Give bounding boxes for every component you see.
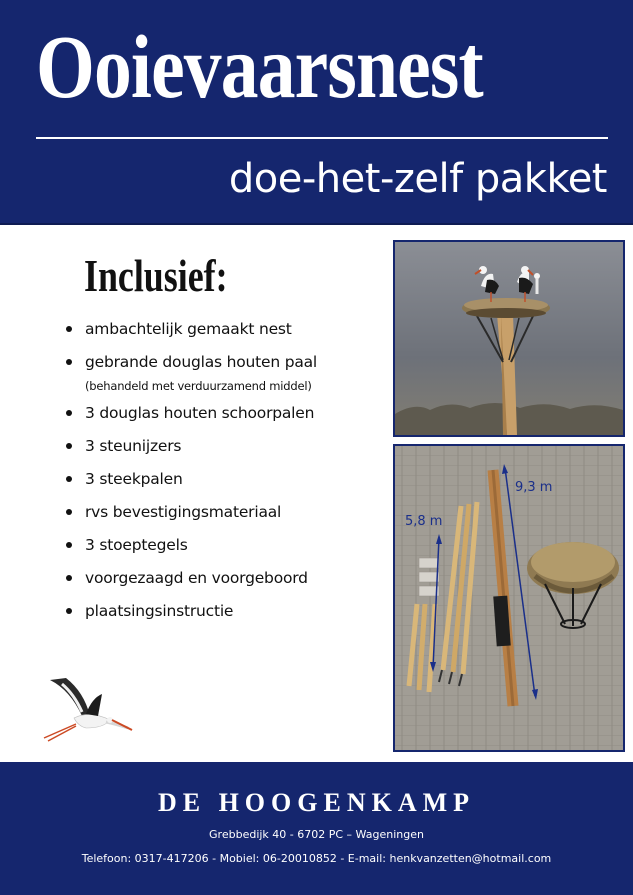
list-item-label: 3 steekpalen: [85, 470, 183, 488]
bullet-icon: [66, 509, 72, 515]
inclusief-heading: Inclusief:: [84, 250, 228, 301]
header-divider: [36, 137, 608, 139]
list-item: [66, 318, 376, 340]
brand-name: DE HOOGENKAMP: [157, 788, 476, 817]
page-subtitle: doe-het-zelf pakket: [228, 156, 607, 202]
list-item-label: voorgezaagd en voorgeboord: [85, 569, 308, 587]
list-item: [66, 402, 376, 424]
list-item: [66, 600, 376, 622]
list-item-label: ambachtelijk gemaakt nest: [85, 320, 292, 338]
stork-icon: [40, 676, 134, 742]
bullet-icon: [66, 326, 72, 332]
list-item-label: 3 stoeptegels: [85, 536, 188, 554]
bullet-icon: [66, 608, 72, 614]
list-item: [66, 534, 376, 556]
bullet-icon: [66, 410, 72, 416]
list-item-label: 3 steunijzers: [85, 437, 182, 455]
page-title: Ooievaarsnest: [36, 18, 483, 117]
nest-pole-photo: [393, 240, 625, 437]
list-item: [66, 501, 376, 523]
list-item-note: (behandeld met verduurzamend middel): [85, 379, 312, 393]
bullet-icon: [66, 359, 72, 365]
list-item: [66, 351, 376, 373]
measure-label-long: 9,3 m: [515, 480, 553, 495]
list-item-label: rvs bevestigingsmateriaal: [85, 503, 282, 521]
contact-line: Telefoon: 0317-417206 - Mobiel: 06-20010852 - E-mail: henkvanzetten@hotmail.com: [81, 852, 552, 865]
bullet-icon: [66, 575, 72, 581]
list-item-label: plaatsingsinstructie: [85, 602, 234, 620]
list-item: [66, 435, 376, 457]
bullet-icon: [66, 542, 72, 548]
list-item-label: gebrande douglas houten paal: [85, 353, 318, 371]
footer-banner: [0, 762, 633, 895]
bullet-icon: [66, 443, 72, 449]
measure-label-short: 5,8 m: [405, 514, 443, 529]
header-banner: [0, 0, 633, 225]
list-item-label: 3 douglas houten schoorpalen: [85, 404, 315, 422]
kit-contents-photo: [393, 444, 625, 752]
bullet-icon: [66, 476, 72, 482]
address-line: Grebbedijk 40 - 6702 PC – Wageningen: [209, 828, 424, 841]
list-item: [66, 468, 376, 490]
list-item: [66, 567, 376, 589]
inclusief-list: [66, 318, 376, 622]
